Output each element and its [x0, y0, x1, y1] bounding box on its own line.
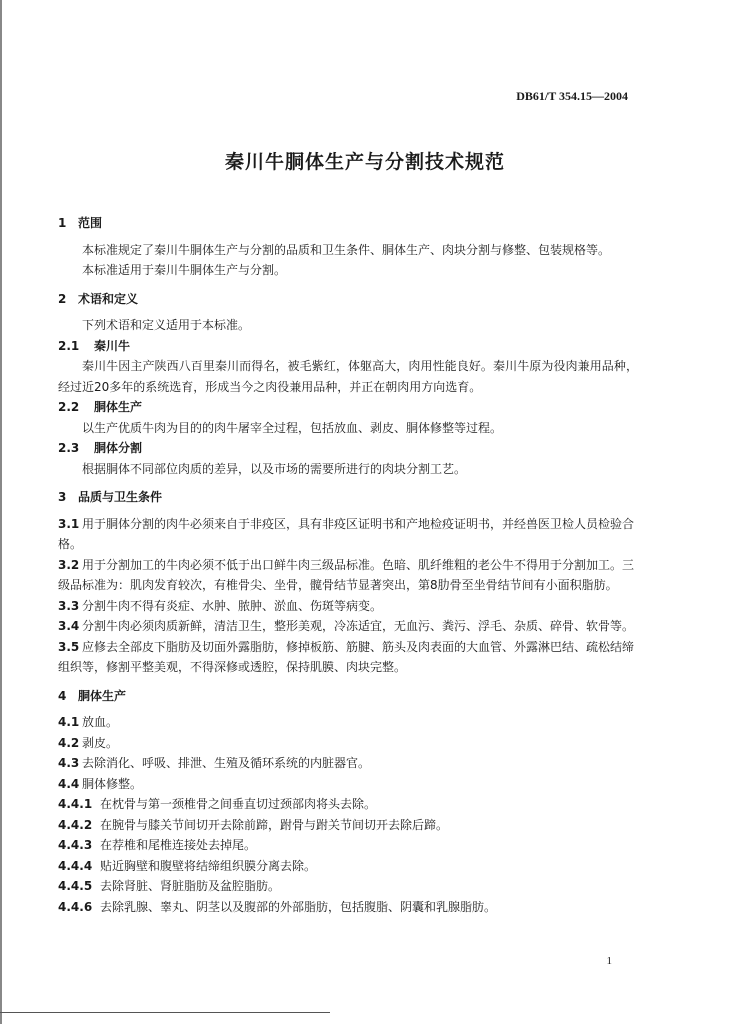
clause [58, 596, 638, 617]
section-heading [58, 213, 638, 234]
sub-clause-number: 4.4.5 [58, 879, 93, 893]
sub-clause [58, 876, 638, 897]
term-name: 秦川牛 [94, 338, 131, 353]
clause-number: 3.3 [58, 598, 80, 613]
clause-text: 去除消化、呼吸、排泄、生殖及循环系统的内脏器官。 [82, 756, 371, 770]
term-number: 2.2 [58, 400, 80, 414]
clause [58, 733, 638, 754]
term-number: 2.1 [58, 338, 80, 353]
section-heading [58, 289, 638, 310]
clause-text: 分割牛肉不得有炎症、水肿、脓肿、淤血、伤斑等病变。 [82, 598, 383, 613]
sub-clause-number: 4.4.4 [58, 858, 93, 873]
paragraph: 本标准适用于秦川牛胴体生产与分割。 [82, 263, 287, 277]
sub-clause [58, 815, 638, 836]
clause [58, 616, 638, 637]
clause-number: 3.5 [58, 639, 80, 654]
section-title: 术语和定义 [78, 291, 139, 306]
sub-clause-number: 4.4.1 [58, 797, 93, 811]
clause-number: 4.1 [58, 715, 80, 729]
clause [58, 712, 638, 733]
term-heading [58, 336, 638, 357]
clause-text: 胴体修整。 [82, 776, 143, 791]
term-heading [58, 397, 638, 418]
clause [58, 753, 638, 774]
clause-text: 用于胴体分割的肉牛必须来自于非疫区，具有非疫区证明书和产地检疫证明书，并经兽医卫检人员检验合格。 [58, 516, 635, 551]
clause [58, 555, 638, 596]
section-heading [58, 487, 638, 508]
sub-clause-text: 去除肾脏、肾脏脂肪及盆腔脂肪。 [100, 879, 281, 893]
term-heading [58, 438, 638, 459]
sub-clause-text: 贴近胸壁和腹壁将结缔组织膜分离去除。 [100, 858, 317, 873]
sub-clause [58, 835, 638, 856]
clause-number: 3.4 [58, 619, 80, 633]
sub-clause-number: 4.4.6 [58, 899, 93, 914]
clause-number: 4.3 [58, 756, 80, 770]
clause-number: 3.2 [58, 557, 80, 572]
document-title: 秦川牛胴体生产与分割技术规范 [224, 151, 505, 173]
term-number: 2.3 [58, 441, 80, 455]
paragraph: 本标准规定了秦川牛胴体生产与分割的品质和卫生条件、胴体生产、肉块分割与修整、包装规格等。 [82, 242, 611, 257]
clause-text: 应修去全部皮下脂肪及切面外露脂肪，修掉板筋、筋腱、筋头及肉表面的大血管、外露淋巴结、疏松结缔组织等，修割平整美观，不得深修或透腔，保持肌膜、肉块完整。 [58, 639, 635, 674]
clause-number: 4.2 [58, 735, 80, 750]
sub-clause-text: 在枕骨与第一颈椎骨之间垂直切过颈部肉将头去除。 [100, 797, 377, 811]
clause [58, 774, 638, 795]
sub-clause-text: 去除乳腺、睾丸、阴茎以及腹部的外部脂肪，包括腹脂、阴囊和乳腺脂肪。 [100, 899, 497, 914]
clause [58, 637, 638, 678]
page-number: 1 [606, 955, 612, 967]
clause [58, 514, 638, 555]
section-number: 4 [58, 688, 67, 703]
term-name: 胴体生产 [94, 400, 143, 414]
section-title: 范围 [78, 216, 103, 230]
document-body [58, 205, 638, 917]
sub-clause [58, 897, 638, 918]
term-definition: 根据胴体不同部位肉质的差异，以及市场的需要所进行的肉块分割工艺。 [82, 461, 467, 476]
sub-clause-number: 4.4.3 [58, 838, 93, 852]
term-definition: 秦川牛因主产陕西八百里秦川而得名，被毛紫红，体躯高大，肉用性能良好。秦川牛原为役肉兼用品种，经过近20多年的系统选育，形成当今之肉役兼用品种，并正在朝肉用方向选育。 [58, 359, 638, 394]
sub-clause-text: 在腕骨与膝关节间切开去除前蹄，跗骨与跗关节间切开去除后蹄。 [100, 817, 449, 832]
section-number: 1 [58, 216, 67, 230]
clause-number: 3.1 [58, 516, 80, 531]
section-number: 2 [58, 291, 67, 306]
term-definition: 以生产优质牛肉为目的的肉牛屠宰全过程，包括放血、剥皮、胴体修整等过程。 [82, 420, 503, 435]
section-title: 品质与卫生条件 [78, 490, 163, 504]
paragraph: 下列术语和定义适用于本标准。 [82, 318, 251, 332]
sub-clause [58, 794, 638, 815]
standard-number: DB61/T 354.15—2004 [516, 89, 628, 103]
term-name: 胴体分割 [94, 441, 143, 455]
clause-number: 4.4 [58, 776, 80, 791]
section-heading [58, 686, 638, 707]
sub-clause-number: 4.4.2 [58, 817, 93, 832]
section-title: 胴体生产 [78, 688, 127, 703]
clause-text: 分割牛肉必须肉质新鲜，清洁卫生，整形美观，冷冻适宜，无血污、粪污、浮毛、杂质、碎骨、软骨等。 [82, 619, 635, 633]
clause-text: 剥皮。 [82, 735, 119, 750]
footer-divider [0, 1012, 330, 1013]
sub-clause [58, 856, 638, 877]
sub-clause-text: 在荐椎和尾椎连接处去掉尾。 [100, 838, 257, 852]
clause-text: 用于分割加工的牛肉必须不低于出口鲜牛肉三级品标准。色暗、肌纤维粗的老公牛不得用于分割加工。三级品标准为：肌肉发育较次，有椎骨尖、坐骨，髋骨结节显著突出，第8肋骨至坐骨结节间有小面积脂肪。 [58, 557, 635, 592]
section-number: 3 [58, 490, 67, 504]
clause-text: 放血。 [82, 715, 119, 729]
